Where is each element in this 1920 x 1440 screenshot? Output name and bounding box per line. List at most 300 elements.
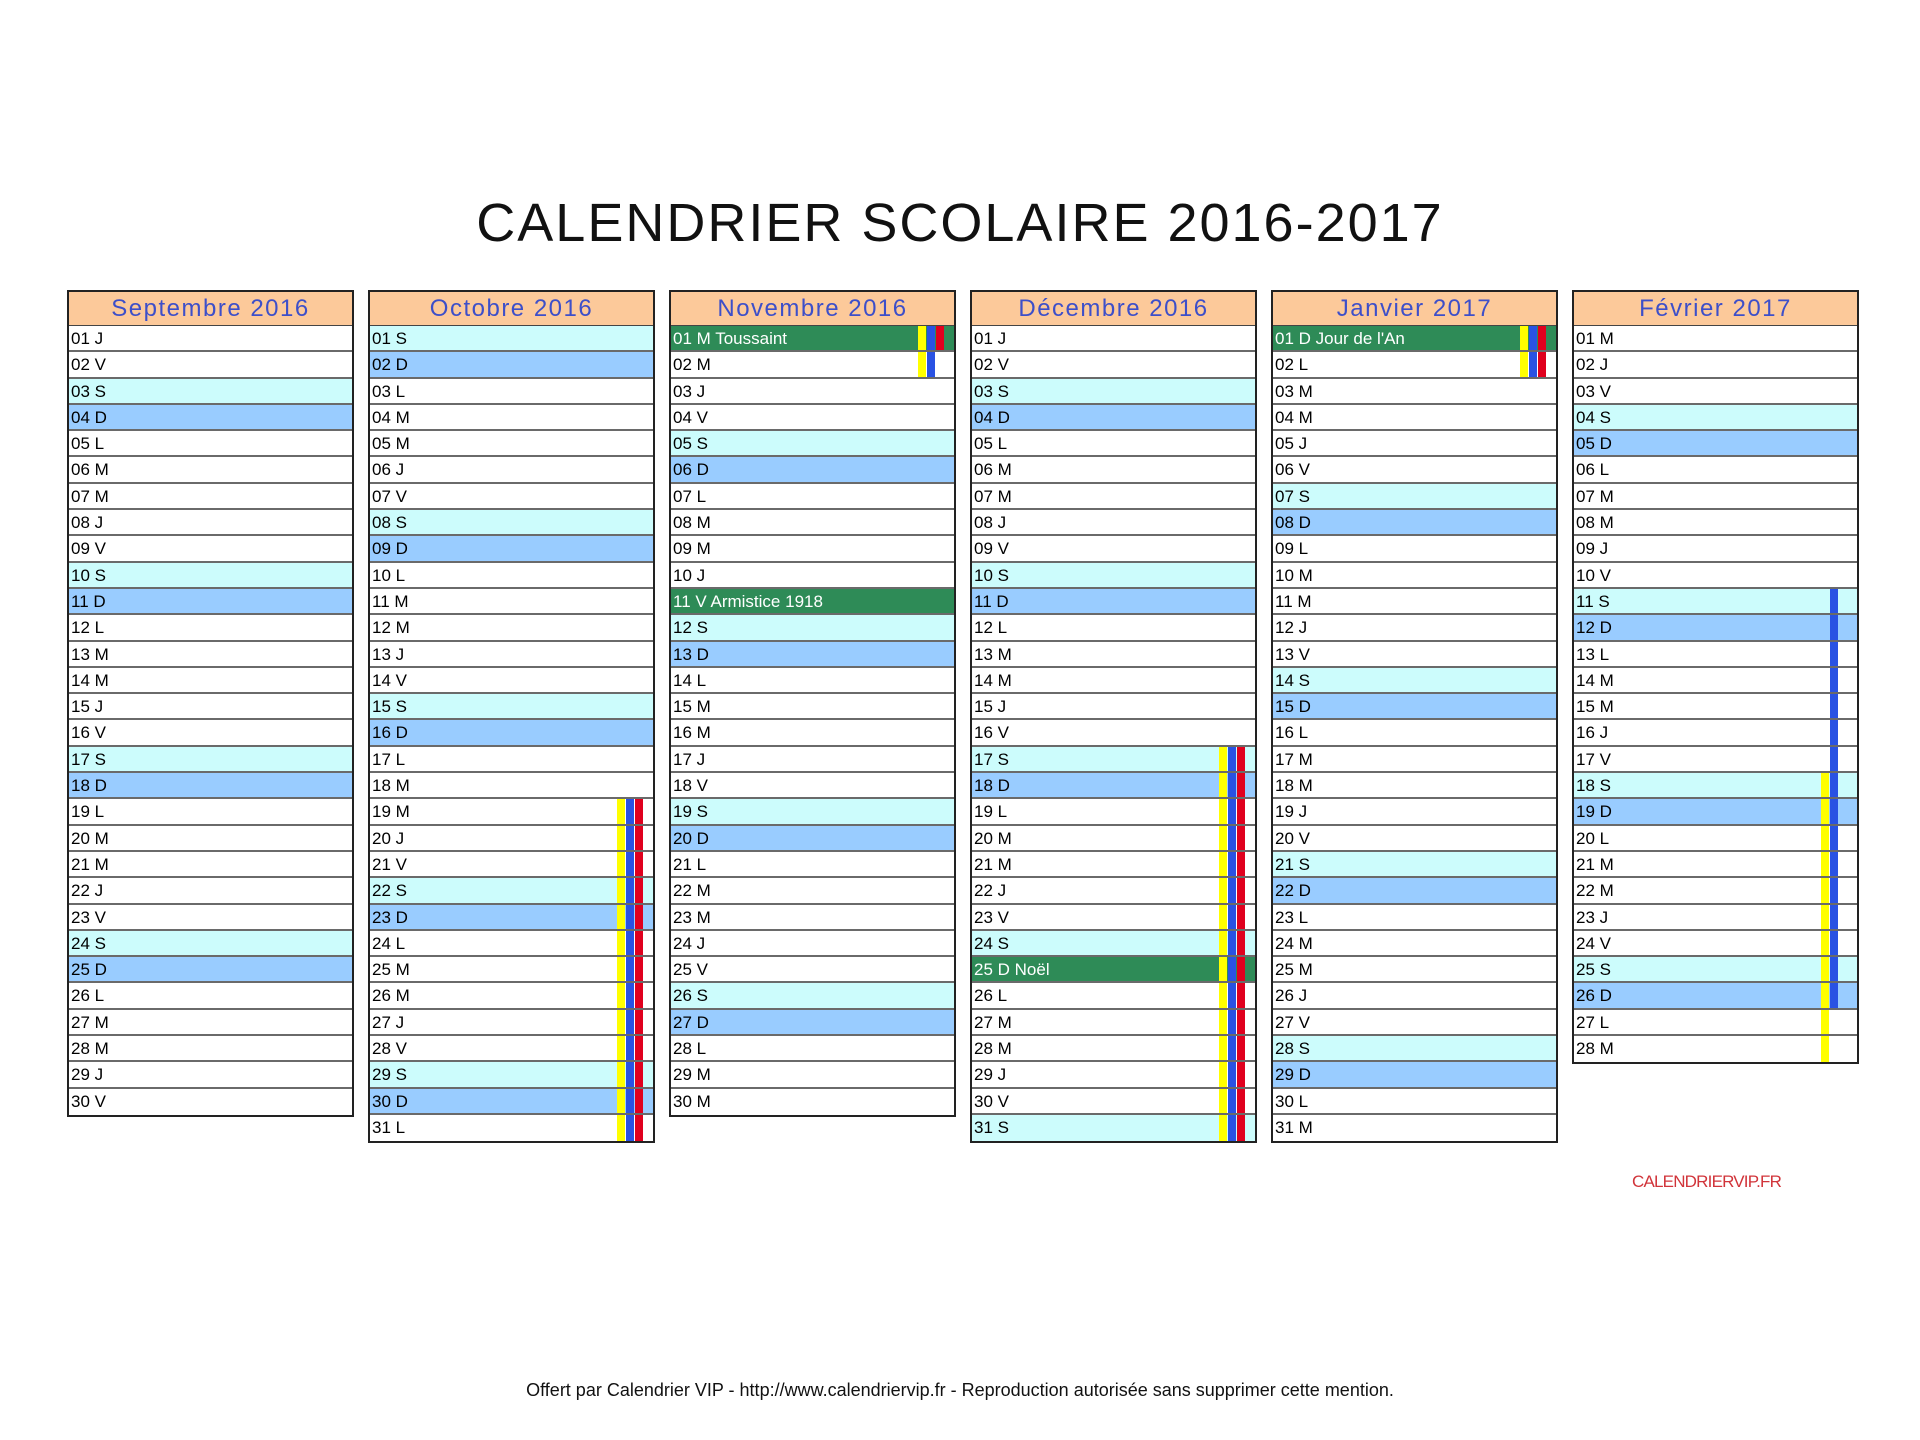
day-row [69, 668, 352, 694]
footer-note: Offert par Calendrier VIP - http://www.calendriervip.fr - Reproduction autorisée sans supprimer cette mention. [526, 1380, 1394, 1400]
day-label: 04 V [673, 407, 708, 427]
vacation-zone-a-marker [918, 352, 926, 376]
day-label: 19 S [673, 802, 708, 822]
day-label: 24 M [1275, 933, 1313, 953]
day-row [1574, 563, 1857, 589]
day-label: 11 S [1576, 591, 1610, 611]
day-row [69, 405, 352, 431]
day-row [370, 510, 653, 536]
vacation-zone-b-marker [1228, 1036, 1236, 1060]
day-row [972, 431, 1255, 457]
vacation-zone-b-marker [626, 799, 634, 823]
day-label: 05 S [673, 434, 708, 454]
vacation-zone-c-marker [1237, 931, 1245, 955]
day-row [671, 615, 954, 641]
day-row [69, 352, 352, 378]
day-label: 17 M [1275, 749, 1313, 769]
vacation-zone-a-marker [1821, 957, 1829, 981]
day-row [370, 826, 653, 852]
day-label: 09 V [974, 539, 1009, 559]
day-row [69, 642, 352, 668]
day-label: 19 L [974, 802, 1008, 822]
day-label: 27 J [372, 1012, 405, 1032]
day-label: 20 J [372, 828, 405, 848]
day-label: 03 V [1576, 381, 1611, 401]
day-label: 15 J [71, 697, 104, 717]
day-label: 08 M [1576, 513, 1614, 533]
day-row [1273, 720, 1556, 746]
day-row [972, 536, 1255, 562]
day-label: 06 V [1275, 460, 1310, 480]
day-row [69, 1036, 352, 1062]
day-label: 26 L [71, 986, 105, 1006]
day-label: 09 V [71, 539, 106, 559]
vacation-zone-b-marker [626, 1115, 634, 1141]
day-label: 10 M [1275, 565, 1313, 585]
day-label: 27 M [974, 1012, 1012, 1032]
vacation-zone-a-marker [1219, 931, 1227, 955]
day-label: 18 D [71, 776, 107, 796]
day-label: 27 M [71, 1012, 109, 1032]
day-label: 02 D [372, 355, 408, 375]
day-label: 26 S [673, 986, 708, 1006]
day-label: 27 V [1275, 1012, 1310, 1032]
vacation-zone-b-marker [626, 1036, 634, 1060]
vacation-zone-a-marker [617, 1062, 625, 1086]
day-label: 24 V [1576, 933, 1611, 953]
day-label: 01 M Toussaint [673, 329, 788, 348]
day-row [370, 589, 653, 615]
day-label: 19 J [1275, 802, 1308, 822]
day-label: 10 S [974, 565, 1009, 585]
day-row [671, 747, 954, 773]
day-row [671, 457, 954, 483]
day-label: 22 J [974, 881, 1007, 901]
day-label: 18 S [1576, 776, 1611, 796]
day-row [671, 1089, 954, 1115]
day-label: 19 M [372, 802, 410, 822]
day-row [69, 931, 352, 957]
vacation-zone-b-marker [1830, 773, 1838, 797]
vacation-zone-b-marker [1830, 642, 1838, 666]
day-label: 14 V [372, 670, 407, 690]
day-label: 22 D [1275, 881, 1311, 901]
day-row [69, 536, 352, 562]
day-label: 16 J [1576, 723, 1609, 743]
vacation-zone-b-marker [626, 905, 634, 929]
month-header: Décembre 2016 [972, 292, 1255, 326]
day-label: 30 V [974, 1091, 1009, 1111]
vacation-zone-c-marker [635, 1089, 643, 1113]
day-row [1273, 852, 1556, 878]
day-label: 10 L [372, 565, 406, 585]
vacation-zone-a-marker [1821, 931, 1829, 955]
day-label: 26 L [974, 986, 1008, 1006]
day-row [370, 405, 653, 431]
day-row [69, 379, 352, 405]
day-label: 28 V [372, 1039, 407, 1059]
vacation-zone-b-marker [1830, 668, 1838, 692]
day-label: 01 J [974, 329, 1007, 348]
day-label: 11 D [974, 591, 1009, 611]
vacation-zone-c-marker [1538, 352, 1546, 376]
day-row [69, 431, 352, 457]
day-row [671, 852, 954, 878]
day-row [972, 510, 1255, 536]
day-row [1574, 536, 1857, 562]
day-row [671, 773, 954, 799]
vacation-zone-b-marker [1228, 931, 1236, 955]
day-row [972, 826, 1255, 852]
day-label: 12 L [71, 618, 105, 638]
day-row [1574, 1036, 1857, 1062]
day-row [671, 642, 954, 668]
day-label: 05 L [974, 434, 1008, 454]
day-label: 14 M [71, 670, 109, 690]
day-row [69, 457, 352, 483]
day-label: 22 M [673, 881, 711, 901]
page-title: CALENDRIER SCOLAIRE 2016-2017 [476, 193, 1444, 253]
day-row [972, 747, 1255, 773]
day-row [1273, 1089, 1556, 1115]
day-row [972, 720, 1255, 746]
day-label: 17 L [372, 749, 406, 769]
day-row [972, 983, 1255, 1009]
day-row [972, 326, 1255, 352]
day-label: 13 M [71, 644, 109, 664]
vacation-zone-a-marker [1219, 1010, 1227, 1034]
day-label: 17 S [71, 749, 106, 769]
day-row [671, 536, 954, 562]
day-row [1574, 957, 1857, 983]
day-row [671, 510, 954, 536]
day-label: 01 J [71, 329, 104, 348]
day-label: 06 L [1576, 460, 1610, 480]
day-label: 22 J [71, 881, 104, 901]
vacation-zone-c-marker [635, 1010, 643, 1034]
day-row [1273, 563, 1556, 589]
day-label: 20 M [71, 828, 109, 848]
day-label: 14 M [1576, 670, 1614, 690]
day-label: 04 M [1275, 407, 1313, 427]
day-row [370, 484, 653, 510]
day-label: 07 M [71, 486, 109, 506]
vacation-zone-c-marker [1237, 773, 1245, 797]
day-row [69, 799, 352, 825]
day-row [1574, 1010, 1857, 1036]
day-row [972, 878, 1255, 904]
day-row [69, 1062, 352, 1088]
day-label: 02 M [673, 355, 711, 375]
day-label: 02 L [1275, 355, 1309, 375]
vacation-zone-c-marker [635, 799, 643, 823]
day-label: 04 M [372, 407, 410, 427]
vacation-zone-b-marker [626, 1089, 634, 1113]
vacation-zone-b-marker [1228, 747, 1236, 771]
vacation-zone-a-marker [1821, 799, 1829, 823]
month-column [1572, 290, 1859, 1064]
vacation-zone-c-marker [635, 1062, 643, 1086]
site-watermark: CALENDRIERVIP.FR [1632, 1172, 1782, 1191]
vacation-zone-a-marker [617, 983, 625, 1007]
day-label: 25 S [1576, 960, 1611, 980]
month-header: Février 2017 [1574, 292, 1857, 326]
day-row [671, 694, 954, 720]
day-row [1574, 905, 1857, 931]
day-row [370, 642, 653, 668]
vacation-zone-a-marker [617, 878, 625, 902]
vacation-zone-c-marker [635, 878, 643, 902]
day-label: 28 M [1576, 1039, 1614, 1059]
vacation-zone-b-marker [1830, 957, 1838, 981]
day-label: 30 D [372, 1091, 408, 1111]
vacation-zone-c-marker [635, 957, 643, 981]
day-row [972, 563, 1255, 589]
day-label: 27 L [1576, 1012, 1610, 1032]
day-label: 14 S [1275, 670, 1310, 690]
day-label: 11 V Armistice 1918 [673, 591, 823, 611]
day-label: 08 J [71, 513, 104, 533]
day-row [671, 799, 954, 825]
day-row [370, 878, 653, 904]
day-label: 10 V [1576, 565, 1611, 585]
day-label: 19 D [1576, 802, 1612, 822]
day-row [1273, 1010, 1556, 1036]
day-label: 14 L [673, 670, 707, 690]
vacation-zone-a-marker [1219, 957, 1227, 981]
day-row [370, 457, 653, 483]
vacation-zone-b-marker [626, 931, 634, 955]
vacation-zone-b-marker [1830, 983, 1838, 1007]
vacation-zone-a-marker [1219, 747, 1227, 771]
day-row [1273, 931, 1556, 957]
day-row [972, 773, 1255, 799]
day-row [972, 642, 1255, 668]
day-row [1273, 1036, 1556, 1062]
day-row [370, 720, 653, 746]
month-column [970, 290, 1257, 1143]
vacation-zone-a-marker [1520, 326, 1528, 350]
day-label: 08 M [673, 513, 711, 533]
day-label: 01 M [1576, 329, 1614, 348]
day-label: 10 S [71, 565, 106, 585]
holiday-row [671, 589, 954, 615]
day-row [1273, 615, 1556, 641]
day-label: 29 S [372, 1065, 407, 1085]
vacation-zone-c-marker [1237, 1089, 1245, 1113]
month-column [1271, 290, 1558, 1143]
day-label: 07 M [1576, 486, 1614, 506]
day-label: 08 D [1275, 513, 1311, 533]
vacation-zone-c-marker [635, 1115, 643, 1141]
vacation-zone-a-marker [1219, 1036, 1227, 1060]
day-row [69, 615, 352, 641]
vacation-zone-c-marker [1237, 826, 1245, 850]
day-row [69, 852, 352, 878]
day-row [1273, 799, 1556, 825]
day-label: 25 M [372, 960, 410, 980]
day-label: 13 M [974, 644, 1012, 664]
day-label: 21 L [673, 854, 707, 874]
day-row [1273, 457, 1556, 483]
vacation-zone-a-marker [1219, 983, 1227, 1007]
vacation-zone-c-marker [1237, 905, 1245, 929]
vacation-zone-b-marker [1228, 957, 1236, 981]
day-label: 31 M [1275, 1117, 1313, 1137]
day-row [1574, 773, 1857, 799]
day-row [972, 1089, 1255, 1115]
day-row [370, 1036, 653, 1062]
day-label: 22 M [1576, 881, 1614, 901]
day-label: 01 D Jour de l'An [1275, 329, 1405, 348]
vacation-zone-a-marker [1821, 905, 1829, 929]
vacation-zone-c-marker [1237, 957, 1245, 981]
vacation-zone-a-marker [1219, 1062, 1227, 1086]
day-row [69, 878, 352, 904]
day-row [1574, 379, 1857, 405]
vacation-zone-a-marker [617, 957, 625, 981]
day-label: 15 M [1576, 697, 1614, 717]
day-label: 13 L [1576, 644, 1610, 664]
day-label: 23 L [1275, 907, 1309, 927]
day-label: 28 L [673, 1039, 707, 1059]
day-row [1574, 720, 1857, 746]
day-row [972, 694, 1255, 720]
vacation-zone-b-marker [1228, 1010, 1236, 1034]
day-label: 15 M [673, 697, 711, 717]
day-row [671, 379, 954, 405]
day-row [1273, 536, 1556, 562]
day-label: 14 M [974, 670, 1012, 690]
day-row [972, 405, 1255, 431]
vacation-zone-b-marker [1830, 852, 1838, 876]
vacation-zone-a-marker [1821, 826, 1829, 850]
day-label: 18 D [974, 776, 1010, 796]
day-row [1273, 510, 1556, 536]
vacation-zone-b-marker [1830, 826, 1838, 850]
vacation-zone-b-marker [1228, 1062, 1236, 1086]
day-row [370, 326, 653, 352]
day-label: 12 J [1275, 618, 1308, 638]
day-label: 29 J [974, 1065, 1007, 1085]
day-label: 21 M [974, 854, 1012, 874]
day-label: 24 J [673, 933, 706, 953]
day-row [972, 615, 1255, 641]
day-row [1574, 878, 1857, 904]
day-label: 11 M [372, 591, 409, 611]
day-label: 25 M [1275, 960, 1313, 980]
day-label: 19 L [71, 802, 105, 822]
day-row [370, 905, 653, 931]
day-row [671, 484, 954, 510]
day-label: 21 V [372, 854, 407, 874]
day-label: 17 S [974, 749, 1009, 769]
vacation-zone-a-marker [1219, 1089, 1227, 1113]
vacation-zone-a-marker [617, 1036, 625, 1060]
day-label: 20 L [1576, 828, 1610, 848]
month-column [368, 290, 655, 1143]
day-label: 05 J [1275, 434, 1308, 454]
day-row [671, 431, 954, 457]
day-row [671, 983, 954, 1009]
month-header: Octobre 2016 [370, 292, 653, 326]
vacation-zone-a-marker [1821, 852, 1829, 876]
day-row [671, 720, 954, 746]
day-label: 11 D [71, 591, 106, 611]
day-label: 03 M [1275, 381, 1313, 401]
month-column [67, 290, 354, 1117]
day-label: 09 J [1576, 539, 1609, 559]
vacation-zone-a-marker [918, 326, 926, 350]
day-row [1273, 1062, 1556, 1088]
vacation-zone-c-marker [1237, 852, 1245, 876]
vacation-zone-b-marker [1228, 1115, 1236, 1141]
vacation-zone-a-marker [617, 1115, 625, 1141]
day-label: 03 L [372, 381, 406, 401]
day-row [671, 826, 954, 852]
day-label: 21 M [1576, 854, 1614, 874]
day-label: 24 S [974, 933, 1009, 953]
vacation-zone-c-marker [635, 826, 643, 850]
day-row [972, 457, 1255, 483]
vacation-zone-c-marker [936, 326, 944, 350]
day-label: 21 S [1275, 854, 1310, 874]
day-row [69, 563, 352, 589]
vacation-zone-b-marker [1830, 589, 1838, 613]
day-label: 23 J [1576, 907, 1609, 927]
day-row [1273, 1115, 1556, 1141]
day-row [1574, 484, 1857, 510]
day-label: 13 D [673, 644, 709, 664]
day-label: 05 M [372, 434, 410, 454]
day-row [69, 747, 352, 773]
vacation-zone-b-marker [1830, 720, 1838, 744]
day-row [69, 1089, 352, 1115]
day-row [1273, 352, 1556, 378]
day-row [370, 852, 653, 878]
day-row [1574, 589, 1857, 615]
day-row [370, 431, 653, 457]
vacation-zone-b-marker [1830, 905, 1838, 929]
day-row [671, 563, 954, 589]
vacation-zone-b-marker [626, 878, 634, 902]
day-label: 05 L [71, 434, 105, 454]
day-label: 23 M [673, 907, 711, 927]
day-label: 15 J [974, 697, 1007, 717]
vacation-zone-a-marker [617, 1089, 625, 1113]
day-label: 20 D [673, 828, 709, 848]
day-row [972, 905, 1255, 931]
day-label: 04 D [71, 407, 107, 427]
day-row [370, 773, 653, 799]
vacation-zone-c-marker [1237, 1062, 1245, 1086]
day-label: 22 S [372, 881, 407, 901]
day-label: 12 D [1576, 618, 1612, 638]
day-row [671, 405, 954, 431]
day-row [1574, 931, 1857, 957]
vacation-zone-c-marker [1237, 1115, 1245, 1141]
day-row [370, 1062, 653, 1088]
vacation-zone-a-marker [1821, 1010, 1829, 1034]
day-label: 28 M [71, 1039, 109, 1059]
vacation-zone-b-marker [1830, 615, 1838, 639]
day-label: 16 M [673, 723, 711, 743]
day-row [1273, 668, 1556, 694]
day-row [69, 983, 352, 1009]
day-label: 02 V [71, 355, 106, 375]
day-label: 16 V [974, 723, 1009, 743]
day-label: 17 J [673, 749, 706, 769]
